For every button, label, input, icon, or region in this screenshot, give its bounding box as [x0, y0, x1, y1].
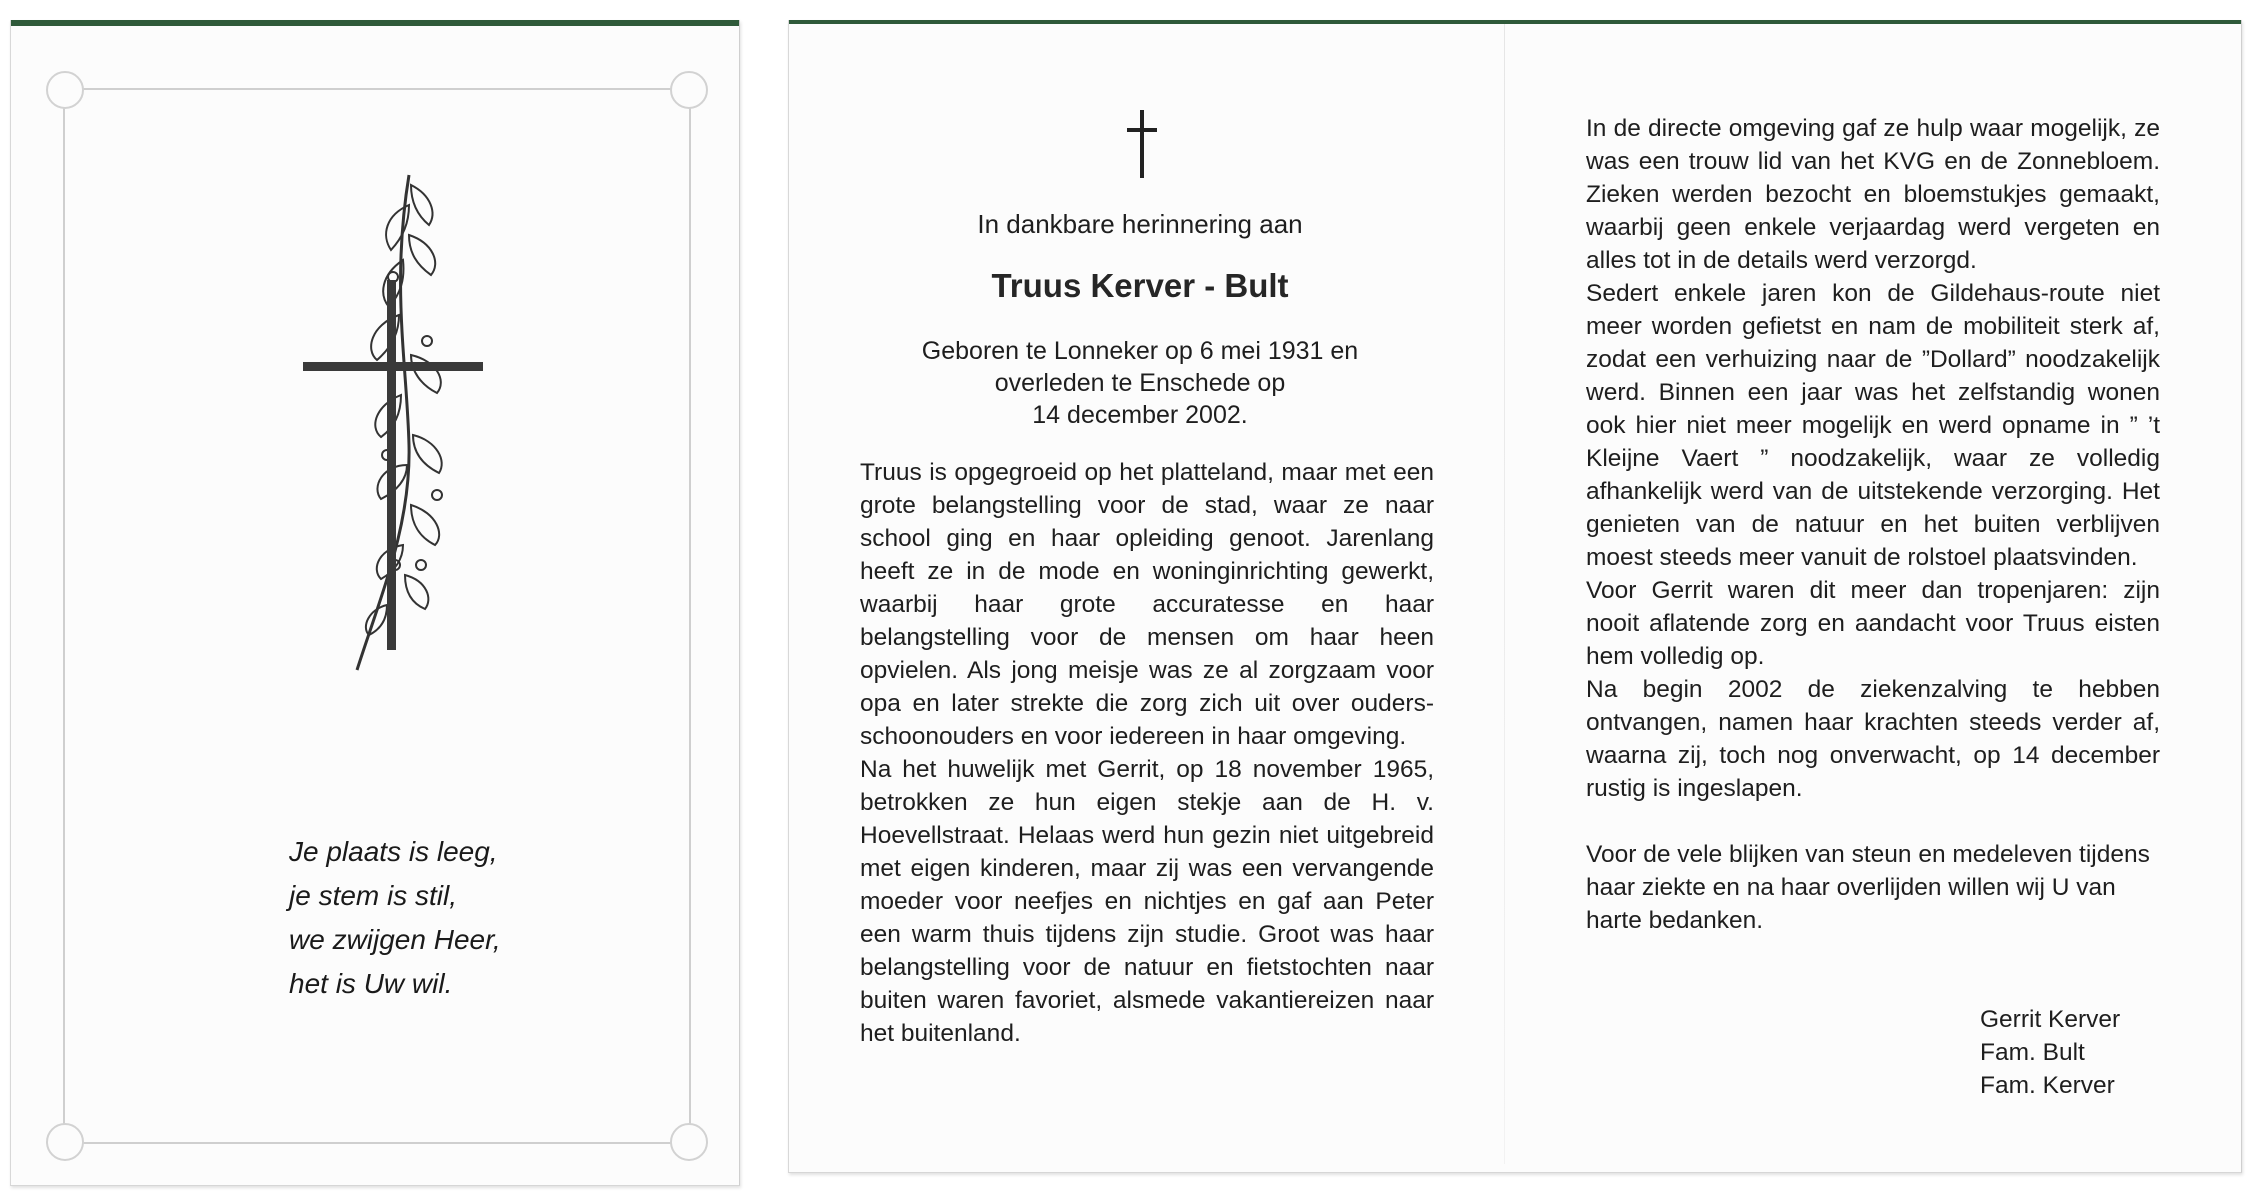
card-top-edge [789, 20, 2241, 24]
biography-left-column [860, 456, 1434, 1050]
biography-paragraph: Voor Gerrit waren dit meer dan tropenjaren: zijn nooit aflatende zorg en aandacht voor Truus eisten hem volledig op. [1586, 577, 2160, 670]
signature-line: Fam. Bult [1980, 1039, 2085, 1066]
dates-line: overleden te Enschede op [994, 369, 1286, 397]
biography-paragraph: Na begin 2002 de ziekenzalving te hebben ontvangen, namen haar krachten steeds verder af, waarna zij, toch nog onverwacht, op 14 december rustig is ingeslapen. [1586, 676, 2160, 802]
poem [289, 830, 709, 1006]
poem-line: het is Uw wil. [289, 968, 453, 999]
signature-line: Gerrit Kerver [1980, 1006, 2121, 1033]
biography-paragraph: Sedert enkele jaren kon de Gildehaus-route niet meer worden gefietst en nam de mobiliteit sterk af, zodat een verhuizing naar de ”Dollard” noodzakelijk werd. Binnen een jaar was het zelfstandig wonen ook hier niet meer mogelijk en werd opname in ” ’t Kleijne Vaert ” noodzakelijk, waar ze volledig afhankelijk werd van de uitstekende verzorging. Het genieten van de natuur en het buiten verblijven moest steeds meer vanuit de rolstoel plaatsvinden. [1586, 280, 2160, 571]
front-card [10, 20, 740, 1186]
biography-paragraph: Truus is opgegroeid op het platteland, maar met een grote belangstelling voor de stad, waar ze naar school ging en haar opleiding genoot. Jarenlang heeft ze in de mode en woninginrichting gewerkt, waarbij haar grote accuratesse en haar belangstelling voor de mensen om haar heen opvielen. Als jong meisje was ze al zorgzaam voor opa en later strekte die zorg zich uit over ouders-schoonouders en voor iedereen in haar omgeving. [860, 459, 1434, 750]
poem-line: je stem is stil, [289, 880, 458, 911]
birth-death-dates [880, 335, 1400, 431]
card-fold-line [1504, 24, 1505, 1164]
signature-line: Fam. Kerver [1980, 1072, 2115, 1099]
biography-paragraph: In de directe omgeving gaf ze hulp waar mogelijk, ze was een trouw lid van het KVG en de Zonnebloem. Zieken werden bezocht en bloemstukjes gemaakt, waarbij geen enkele verjaardag werd vergeten en alles tot in de details werd verzorgd. [1586, 115, 2160, 274]
biography-right-column [1586, 112, 2160, 937]
signatures [1980, 1003, 2220, 1102]
intro-line: In dankbare herinnering aan [977, 209, 1303, 239]
poem-line: Je plaats is leeg, [289, 836, 498, 867]
thanks-paragraph: Voor de vele blijken van steun en medeleven tijdens haar ziekte en na haar overlijden willen wij U van harte bedanken. [1586, 841, 2150, 934]
dates-line: Geboren te Lonneker op 6 mei 1931 en [921, 337, 1359, 365]
deceased-name: Truus Kerver - Bult [991, 267, 1289, 304]
biography-paragraph: Na het huwelijk met Gerrit, op 18 november 1965, betrokken ze hun eigen stekje aan de H. v. Hoevellstraat. Helaas werd hun gezin niet uitgebreid met eigen kinderen, maar zij was een vervangende moeder voor neefjes en nichtjes en gaf aan Peter een warm thuis tijdens zijn studie. Groot was haar belangstelling voor de natuur en fietstochten naar buiten waren favoriet, alsmede vakantiereizen naar het buitenland. [860, 756, 1434, 1047]
cross-with-olive-branch-icon [291, 165, 511, 685]
cross-icon [1127, 110, 1157, 178]
dates-line: 14 december 2002. [1032, 401, 1248, 429]
poem-line: we zwijgen Heer, [289, 924, 501, 955]
card-top-edge [11, 20, 739, 26]
